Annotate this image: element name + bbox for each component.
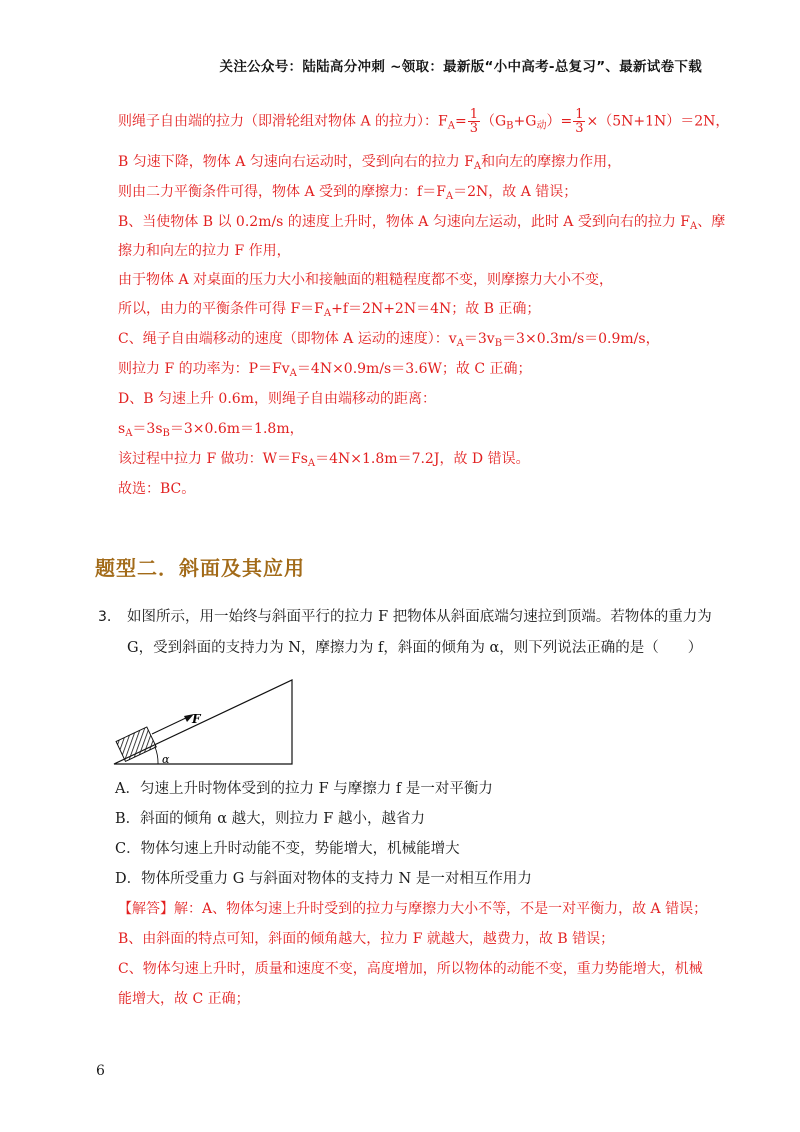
solution-line-9: 则拉力 F 的功率为：$P=Fv_A=4N\times 0.9m/s=3.6W$；故 C 正确； bbox=[118, 361, 532, 379]
solution-line-5: 擦力和向左的拉力 F 作用， bbox=[118, 243, 291, 259]
angle-label: α bbox=[162, 753, 170, 766]
solution-line-7: 所以，由力的平衡条件可得 $F=F_A+f=2N+2N=4N$；故 B 正确； bbox=[118, 301, 541, 319]
page-header: 关注公众号：陆陆高分冲刺 ~领取：最新版“小中高考-总复习”、最新试卷下载 bbox=[219, 59, 702, 75]
solution-line-11: $s_A=3s_B=3\times 0.6m=1.8m$， bbox=[118, 421, 304, 439]
answer-line-4: 能增大，故 C 正确； bbox=[118, 991, 250, 1007]
question-stem-line-1: 如图所示，用一始终与斜面平行的拉力 F 把物体从斜面底端匀速拉到顶端。若物体的重力为 bbox=[127, 609, 712, 625]
page-number: 6 bbox=[96, 1063, 105, 1079]
incline-figure bbox=[112, 676, 302, 768]
solution-line-13: 故选：BC。 bbox=[118, 481, 196, 497]
fraction-one-third: $\frac{1}{3}$ bbox=[575, 107, 584, 136]
solution-line-4: B、当使物体 B 以 0.2m/s 的速度上升时，物体 A 匀速向左运动，此时 A 受到向右的拉力 $F_A$、摩 bbox=[118, 214, 726, 232]
angle-arc bbox=[155, 747, 158, 764]
answer-line-2: B、由斜面的特点可知，斜面的倾角越大，拉力 F 就越大，越费力，故 B 错误； bbox=[118, 931, 615, 947]
block bbox=[116, 727, 156, 761]
option-a: A．匀速上升时物体受到的拉力 F 与摩擦力 f 是一对平衡力 bbox=[115, 781, 493, 797]
solution-line-1: 则绳子自由端的拉力（即滑轮组对物体 A 的拉力）：$F_A=$ $\frac{1}{3}$ $(G_B+G_动)=$ $\frac{1}{3}$ ×（5N+1N）＝2N， bbox=[118, 107, 730, 136]
answer-line-3: C、物体匀速上升时，质量和速度不变，高度增加，所以物体的动能不变，重力势能增大，机械 bbox=[118, 961, 703, 977]
answer-line-1: 【解答】解：A、物体匀速上升时受到的拉力与摩擦力大小不等，不是一对平衡力，故 A 错误； bbox=[118, 901, 708, 917]
solution-line-8: C、绳子自由端移动的速度（即物体 A 运动的速度）：$v_A=3v_B=3\times 0.3m/s=0.9m/s$， bbox=[118, 331, 660, 349]
solution-line-10: D、B 匀速上升 0.6m，则绳子自由端移动的距离： bbox=[118, 391, 436, 407]
option-b: B．斜面的倾角 α 越大，则拉力 F 越小，越省力 bbox=[115, 811, 425, 827]
solution-line-3: 则由二力平衡条件可得，物体 A 受到的摩擦力：$f=F_A=2N$，故 A 错误； bbox=[118, 184, 578, 202]
question-number: 3. bbox=[98, 609, 112, 625]
force-label: F bbox=[192, 712, 201, 726]
question-stem-line-2: G，受到斜面的支持力为 N，摩擦力为 f，斜面的倾角为 α，则下列说法正确的是（ ） bbox=[127, 640, 703, 656]
solution-line-2: B 匀速下降，物体 A 匀速向右运动时，受到向右的拉力 $F_A$和向左的摩擦力作用， bbox=[118, 154, 622, 172]
option-c: C．物体匀速上升时动能不变，势能增大，机械能增大 bbox=[115, 841, 460, 857]
solution-line-12: 该过程中拉力 F 做功：$W=Fs_A=4N\times 1.8m=7.2J$，故 D 错误。 bbox=[118, 451, 530, 469]
section-title: 题型二．斜面及其应用 bbox=[95, 556, 305, 580]
solution-line-6: 由于物体 A 对桌面的压力大小和接触面的粗糙程度都不变，则摩擦力大小不变， bbox=[118, 272, 614, 288]
answer-tag: 【解答】 bbox=[118, 901, 174, 917]
option-d: D．物体所受重力 G 与斜面对物体的支持力 N 是一对相互作用力 bbox=[115, 871, 532, 887]
fraction-one-third: $\frac{1}{3}$ bbox=[469, 107, 478, 136]
